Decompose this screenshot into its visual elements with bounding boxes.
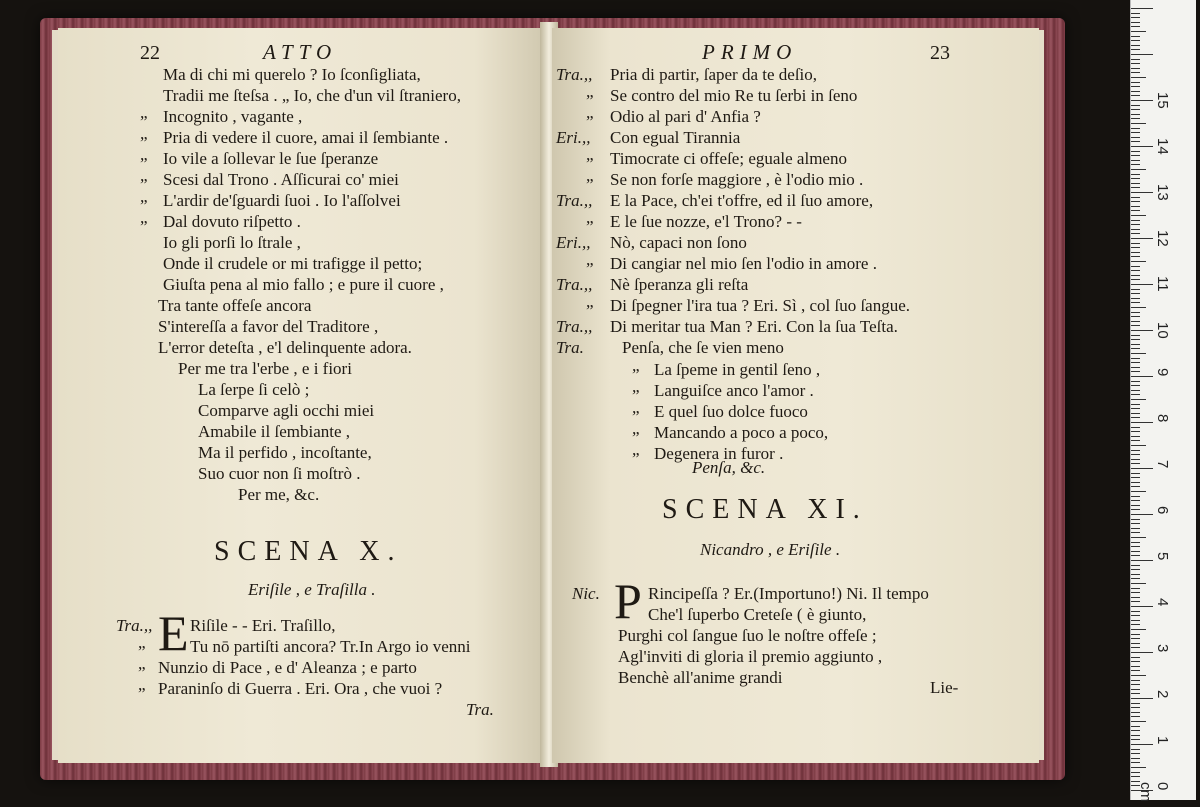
ruler-tick: [1131, 758, 1140, 759]
ruler-tick: [1131, 684, 1140, 685]
ruler-tick: [1131, 569, 1140, 570]
ruler-tick: [1131, 647, 1140, 648]
ruler-label: 2: [1154, 690, 1171, 699]
ruler-tick: [1131, 473, 1140, 474]
ruler-tick: [1131, 141, 1140, 142]
ruler-tick: [1131, 532, 1140, 533]
ruler-tick: [1131, 661, 1140, 662]
speaker-label: Eri.,,: [556, 233, 591, 252]
dialogue-line: Paraninſo di Guerra . Eri. Ora , che vuoi ?: [158, 679, 443, 698]
ruler-tick: [1131, 482, 1140, 483]
dialogue-line: Tu nō partiſti ancora? Tr.In Argo io venni: [190, 637, 471, 656]
ruler-tick: [1131, 721, 1146, 722]
ruler-tick: [1131, 399, 1146, 400]
ruler-tick: [1131, 703, 1140, 704]
ruler-tick: [1131, 767, 1146, 768]
speaker-label: Tra.,,: [556, 191, 593, 210]
ruler-tick: [1131, 454, 1140, 455]
ruler-tick: [1131, 680, 1140, 681]
quote-mark: „: [632, 398, 640, 417]
quote-mark: „: [140, 103, 148, 122]
ruler-tick: [1131, 427, 1140, 428]
verse-line: Amabile il ſembiante ,: [198, 422, 351, 441]
ruler-tick: [1131, 316, 1140, 317]
dialogue-line: Di meritar tua Man ? Eri. Con la ſua Teſta.: [610, 317, 898, 336]
ruler-tick: [1131, 146, 1153, 147]
dialogue-line: Rincipeſſa ? Er.(Importuno!) Ni. Il tempo: [648, 584, 929, 603]
quote-mark: „: [586, 166, 594, 185]
ruler-tick: [1131, 215, 1146, 216]
ruler-label: 13: [1154, 184, 1171, 201]
ruler-tick: [1131, 252, 1140, 253]
ruler-tick: [1131, 54, 1153, 55]
dialogue-line: Nè ſperanza gli reſta: [610, 275, 749, 294]
ruler-tick: [1131, 578, 1140, 579]
ruler-tick: [1131, 266, 1140, 267]
ruler-tick: [1131, 491, 1146, 492]
verse-line: La ſerpe ſi celò ;: [198, 380, 310, 399]
speaker-label: Tra.: [556, 338, 584, 357]
ruler-tick: [1131, 155, 1140, 156]
ruler-tick: [1131, 606, 1153, 607]
verse-line: Pria di vedere il cuore, amai il ſembiante .: [163, 128, 449, 147]
dialogue-line: E le ſue nozze, e'l Trono? - -: [610, 212, 802, 231]
quote-mark: „: [138, 654, 146, 673]
ruler-tick: [1131, 362, 1140, 363]
ruler-tick: [1131, 367, 1140, 368]
dialogue-line: Con egual Tirannia: [610, 128, 741, 147]
ruler-tick: [1131, 201, 1140, 202]
ruler-tick: [1131, 431, 1140, 432]
ruler-tick: [1131, 546, 1140, 547]
ruler-tick: [1131, 325, 1140, 326]
quote-mark: „: [586, 208, 594, 227]
running-header: PRIMO: [702, 40, 798, 64]
quote-mark: „: [632, 440, 640, 459]
dialogue-line: Benchè all'anime grandi: [618, 668, 783, 687]
ruler-tick: [1131, 128, 1140, 129]
verse-line: Suo cuor non ſi moſtrò .: [198, 464, 361, 483]
ruler-tick: [1131, 82, 1140, 83]
ruler-tick: [1131, 698, 1153, 699]
ruler-tick: [1131, 17, 1140, 18]
ruler-tick: [1131, 40, 1140, 41]
verse-line: Comparve agli occhi miei: [198, 401, 375, 420]
speaker-label: Tra.,,: [556, 317, 593, 336]
ruler-tick: [1131, 77, 1146, 78]
ruler-tick: [1131, 440, 1140, 441]
ruler-tick: [1131, 353, 1146, 354]
ruler-tick: [1131, 505, 1140, 506]
ruler-tick: [1131, 450, 1140, 451]
quote-mark: „: [140, 187, 148, 206]
ruler-tick: [1131, 762, 1140, 763]
aria-line: La ſpeme in gentil ſeno ,: [654, 360, 821, 379]
ruler-tick: [1131, 123, 1146, 124]
ruler-tick: [1131, 394, 1140, 395]
ruler-tick: [1131, 624, 1140, 625]
verse-line: Ma il perfido , incoſtante,: [198, 443, 372, 462]
ruler-tick: [1131, 583, 1146, 584]
ruler-tick: [1131, 371, 1140, 372]
ruler-tick: [1131, 486, 1140, 487]
ruler-tick: [1131, 620, 1140, 621]
ruler-tick: [1131, 712, 1140, 713]
ruler-tick: [1131, 72, 1140, 73]
quote-mark: „: [586, 145, 594, 164]
ruler-tick: [1131, 192, 1153, 193]
ruler-label: 8: [1154, 414, 1171, 423]
quote-mark: „: [140, 124, 148, 143]
dialogue-line: Nunzio di Pace , e d' Aleanza ; e parto: [158, 658, 417, 677]
ruler-tick: [1131, 95, 1140, 96]
ruler-tick: [1131, 523, 1140, 524]
ruler-tick: [1131, 339, 1140, 340]
quote-mark: „: [138, 675, 146, 694]
ruler-tick: [1131, 210, 1140, 211]
ruler-tick: [1131, 381, 1140, 382]
ruler-tick: [1131, 63, 1140, 64]
verse-line: Io vile a ſollevar le ſue ſperanze: [163, 149, 379, 168]
ruler-tick: [1131, 22, 1140, 23]
ruler-tick: [1131, 739, 1140, 740]
ruler-tick: [1131, 275, 1140, 276]
ruler-tick: [1131, 707, 1140, 708]
catchword: Lie-: [930, 678, 959, 697]
ruler-tick: [1131, 753, 1140, 754]
ruler-tick: [1131, 390, 1140, 391]
ruler-tick: [1131, 601, 1140, 602]
ruler-tick: [1131, 514, 1153, 515]
running-header: ATTO: [263, 40, 338, 64]
ruler-label: 1: [1154, 736, 1171, 745]
ruler-tick: [1131, 160, 1140, 161]
quote-mark: „: [138, 633, 146, 652]
ruler-label: 9: [1154, 368, 1171, 377]
verse-line: Io gli porſi lo ſtrale ,: [163, 233, 301, 252]
ruler-tick: [1131, 726, 1140, 727]
ruler-tick: [1131, 321, 1140, 322]
quote-mark: „: [632, 377, 640, 396]
ruler-tick: [1131, 174, 1140, 175]
quote-mark: „: [586, 82, 594, 101]
ruler-tick: [1131, 551, 1140, 552]
dialogue-line: Se contro del mio Re tu ſerbi in ſeno: [610, 86, 858, 105]
dialogue-line: Penſa, che ſe vien meno: [622, 338, 784, 357]
ruler-tick: [1131, 565, 1140, 566]
ruler-tick: [1131, 652, 1153, 653]
ruler-tick: [1131, 422, 1153, 423]
scene-title: SCENA XI.: [662, 494, 868, 525]
dialogue-line: Nò, capaci non ſono: [610, 233, 747, 252]
aria-line: Languiſce anco l'amor .: [654, 381, 814, 400]
ruler-tick: [1131, 358, 1140, 359]
ruler-tick: [1131, 675, 1146, 676]
ruler-tick: [1131, 436, 1140, 437]
measuring-ruler: [1130, 0, 1196, 800]
ruler-label: 5: [1154, 552, 1171, 561]
dialogue-line: Purghi col ſangue ſuo le noſtre offeſe ;: [618, 626, 877, 645]
ruler-tick: [1131, 151, 1140, 152]
ruler-tick: [1131, 519, 1140, 520]
ruler-tick: [1131, 284, 1153, 285]
ruler-tick: [1131, 247, 1140, 248]
verse-line: Incognito , vagante ,: [163, 107, 303, 126]
ruler-tick: [1131, 137, 1140, 138]
ruler-tick: [1131, 293, 1140, 294]
ruler-tick: [1131, 86, 1140, 87]
ruler-tick: [1131, 114, 1140, 115]
ruler-tick: [1131, 509, 1140, 510]
dialogue-line: Che'l ſuperbo Creteſe ( è giunto,: [648, 605, 867, 624]
ruler-tick: [1131, 588, 1140, 589]
ruler-tick: [1131, 256, 1140, 257]
ruler-tick: [1131, 68, 1140, 69]
ruler-tick: [1131, 385, 1140, 386]
aria-line: Degenera in furor .: [654, 444, 784, 463]
ruler-tick: [1131, 298, 1140, 299]
dialogue-line: Pria di partir, ſaper da te deſio,: [610, 65, 818, 84]
verse-line: Giuſta pena al mio fallo ; e pure il cuore ,: [163, 275, 444, 294]
verse-line: Per me, &c.: [238, 485, 320, 504]
ruler-tick: [1131, 270, 1140, 271]
ruler-tick: [1131, 344, 1140, 345]
ruler-tick: [1131, 335, 1140, 336]
dialogue-line: Agl'inviti di gloria il premio aggiunto ,: [618, 647, 883, 666]
quote-mark: „: [140, 166, 148, 185]
ruler-tick: [1131, 574, 1140, 575]
ruler-tick: [1131, 468, 1153, 469]
ruler-label: 0 cm: [1137, 782, 1171, 802]
ruler-tick: [1131, 348, 1140, 349]
ruler-tick: [1131, 36, 1140, 37]
ruler-tick: [1131, 220, 1140, 221]
ruler-tick: [1131, 169, 1146, 170]
ruler-tick: [1131, 197, 1140, 198]
ruler-tick: [1131, 307, 1146, 308]
ruler-tick: [1131, 555, 1140, 556]
verse-line: Dal dovuto riſpetto .: [163, 212, 301, 231]
ruler-tick: [1131, 772, 1140, 773]
ruler-tick: [1131, 91, 1140, 92]
quote-mark: „: [632, 419, 640, 438]
right-page: [552, 28, 1039, 763]
quote-mark: „: [140, 208, 148, 227]
left-page: [58, 28, 548, 763]
ruler-tick: [1131, 528, 1140, 529]
scene-persons: Eriſile , e Traſilla .: [248, 580, 376, 599]
ruler-tick: [1131, 178, 1140, 179]
dialogue-line: Riſile - - Eri. Traſillo,: [190, 616, 336, 635]
speaker-label: Tra.,,: [116, 616, 153, 635]
verse-line: Tradii me ſteſsa . „ Io, che d'un vil ſtraniero,: [163, 86, 461, 105]
ruler-tick: [1131, 693, 1140, 694]
ruler-tick: [1131, 243, 1140, 244]
page-number: 23: [930, 42, 950, 64]
ruler-tick: [1131, 560, 1153, 561]
verse-line: L'ardir de'ſguardi ſuoi . Io l'aſſolvei: [163, 191, 401, 210]
ruler-tick: [1131, 629, 1146, 630]
quote-mark: „: [632, 356, 640, 375]
ruler-tick: [1131, 730, 1140, 731]
ruler-tick: [1131, 716, 1140, 717]
scene-title: SCENA X.: [214, 536, 403, 567]
ruler-tick: [1131, 261, 1146, 262]
verse-line: Ma di chi mi querelo ? Io ſconſigliata,: [163, 65, 421, 84]
ruler-label: 10: [1154, 322, 1171, 339]
ruler-tick: [1131, 404, 1140, 405]
ruler-label: 11: [1154, 276, 1171, 292]
verse-line: Per me tra l'erbe , e i fiori: [178, 359, 352, 378]
ruler-tick: [1131, 666, 1140, 667]
verse-line: L'error deteſta , e'l delinquente adora.: [158, 338, 412, 357]
drop-cap: P: [614, 573, 642, 629]
aria-line: Mancando a poco a poco,: [654, 423, 829, 442]
verse-line: Tra tante offeſe ancora: [158, 296, 312, 315]
ruler-tick: [1131, 224, 1140, 225]
ruler-tick: [1131, 8, 1153, 9]
ruler-tick: [1131, 26, 1140, 27]
ruler-tick: [1131, 376, 1153, 377]
ruler-tick: [1131, 670, 1140, 671]
ruler-tick: [1131, 749, 1140, 750]
speaker-label: Tra.,,: [556, 275, 593, 294]
ruler-tick: [1131, 643, 1140, 644]
ruler-tick: [1131, 105, 1140, 106]
ruler-label: 12: [1154, 230, 1171, 247]
quote-mark: „: [586, 292, 594, 311]
ruler-tick: [1131, 59, 1140, 60]
ruler-tick: [1131, 657, 1140, 658]
ruler-tick: [1131, 229, 1140, 230]
ruler-tick: [1131, 615, 1140, 616]
ruler-tick: [1131, 289, 1140, 290]
ruler-label: 3: [1154, 644, 1171, 653]
ruler-tick: [1131, 302, 1140, 303]
ruler-tick: [1131, 542, 1140, 543]
ruler-label: 7: [1154, 460, 1171, 469]
aria-line: E quel ſuo dolce fuoco: [654, 402, 808, 421]
verse-line: Onde il crudele or mi trafigge il petto;: [163, 254, 423, 273]
ruler-tick: [1131, 408, 1140, 409]
ruler-tick: [1131, 164, 1140, 165]
aria-end: Penſa, &c.: [692, 458, 766, 477]
ruler-tick: [1131, 187, 1140, 188]
ruler-tick: [1131, 13, 1140, 14]
ruler-tick: [1131, 537, 1146, 538]
ruler-tick: [1131, 118, 1140, 119]
ruler-tick: [1131, 330, 1153, 331]
ruler-tick: [1131, 132, 1140, 133]
dialogue-line: Di ſpegner l'ira tua ? Eri. Sì , col ſuo ſangue.: [610, 296, 911, 315]
quote-mark: „: [586, 250, 594, 269]
speaker-label: Nic.: [572, 584, 600, 603]
dialogue-line: Timocrate ci offeſe; eguale almeno: [610, 149, 847, 168]
ruler-tick: [1131, 735, 1140, 736]
ruler-tick: [1131, 233, 1140, 234]
ruler-label: 4: [1154, 598, 1171, 607]
quote-mark: „: [140, 145, 148, 164]
ruler-tick: [1131, 477, 1140, 478]
dialogue-line: Di cangiar nel mio ſen l'odio in amore .: [610, 254, 877, 273]
ruler-label: 6: [1154, 506, 1171, 515]
ruler-tick: [1131, 31, 1146, 32]
ruler-tick: [1131, 183, 1140, 184]
ruler-tick: [1131, 611, 1140, 612]
scene-persons: Nicandro , e Eriſile .: [700, 540, 841, 559]
ruler-tick: [1131, 744, 1153, 745]
ruler-tick: [1131, 689, 1140, 690]
ruler-tick: [1131, 312, 1140, 313]
ruler-tick: [1131, 279, 1140, 280]
ruler-tick: [1131, 459, 1140, 460]
ruler-tick: [1131, 45, 1140, 46]
ruler-tick: [1131, 100, 1153, 101]
page-number: 22: [140, 42, 160, 64]
ruler-tick: [1131, 417, 1140, 418]
ruler-tick: [1131, 109, 1140, 110]
verse-line: Scesi dal Trono . Aſſicurai co' miei: [163, 170, 399, 189]
ruler-tick: [1131, 49, 1140, 50]
ruler-label: 14: [1154, 138, 1171, 155]
ruler-tick: [1131, 238, 1153, 239]
ruler-tick: [1131, 500, 1140, 501]
ruler-tick: [1131, 445, 1146, 446]
ruler-tick: [1131, 463, 1140, 464]
ruler-tick: [1131, 206, 1140, 207]
dialogue-line: Odio al pari d' Anfia ?: [610, 107, 761, 126]
ruler-tick: [1131, 634, 1140, 635]
speaker-label: Eri.,,: [556, 128, 591, 147]
verse-line: S'intereſſa a favor del Traditore ,: [158, 317, 379, 336]
speaker-label: Tra.,,: [556, 65, 593, 84]
dialogue-line: Se non forſe maggiore , è l'odio mio .: [610, 170, 864, 189]
ruler-tick: [1131, 776, 1140, 777]
drop-cap: E: [158, 605, 189, 661]
ruler-tick: [1131, 496, 1140, 497]
catchword: Tra.: [466, 700, 494, 719]
ruler-label: 15: [1154, 92, 1171, 109]
dialogue-line: E la Pace, ch'ei t'offre, ed il ſuo amore,: [610, 191, 874, 210]
quote-mark: „: [586, 103, 594, 122]
ruler-tick: [1131, 597, 1140, 598]
ruler-tick: [1131, 592, 1140, 593]
ruler-tick: [1131, 413, 1140, 414]
ruler-tick: [1131, 638, 1140, 639]
